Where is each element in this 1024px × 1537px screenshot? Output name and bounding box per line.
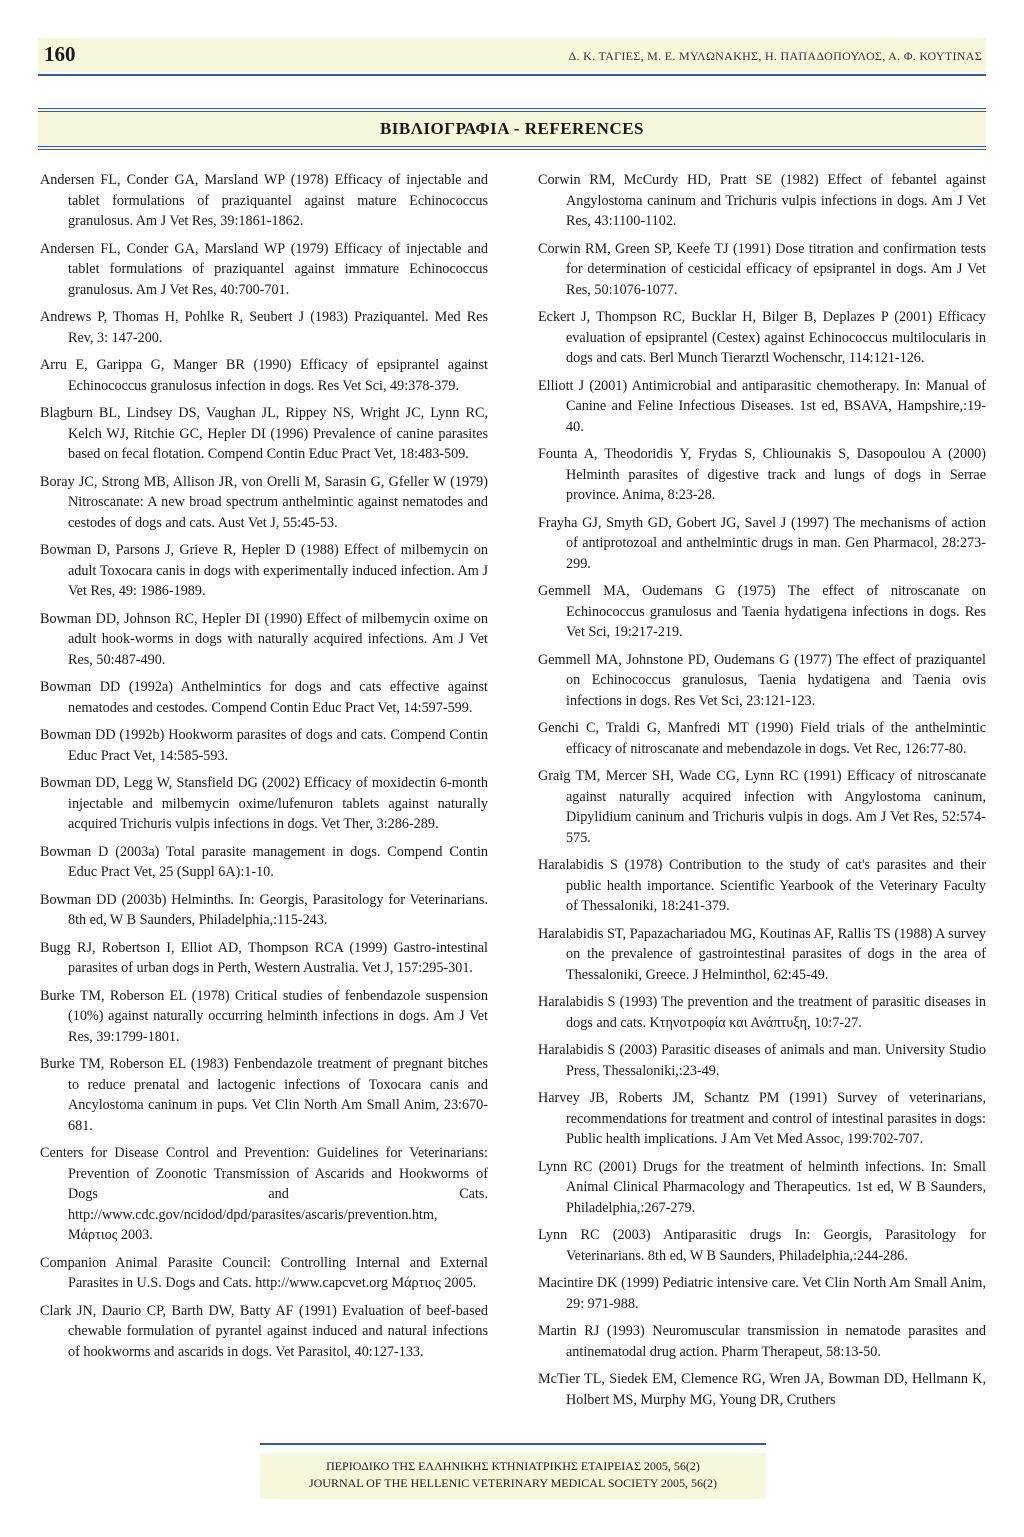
- reference-entry: Gemmell MA, Johnstone PD, Oudemans G (1977) The effect of praziquantel on Echinococcus granulosus, Taenia hydatigena and Taenia ovis infections in dogs. Res Vet Sci, 23:121-123.: [538, 651, 986, 709]
- reference-entry: Frayha GJ, Smyth GD, Gobert JG, Savel J (1997) The mechanisms of action of antiprotozoal and anthelmintic drugs in man. Gen Pharmacol, 28:273-299.: [538, 514, 986, 572]
- reference-entry: Corwin RM, McCurdy HD, Pratt SE (1982) Effect of febantel against Angylostoma caninum and Trichuris vulpis infections in dogs. Am J Vet Res, 43:1100-1102.: [538, 172, 986, 229]
- running-head-authors: Δ. Κ. ΤΑΓΙΕΣ, Μ. Ε. ΜΥΛΩΝΑΚΗΣ, Η. ΠΑΠΑΔΟΠΟΥΛΟΣ, Α. Φ. ΚΟΥΤΙΝΑΣ: [568, 49, 982, 63]
- reference-entry: Bowman DD (1992b) Hookworm parasites of dogs and cats. Compend Contin Educ Pract Vet, 14:585-593.: [40, 727, 488, 764]
- reference-entry: Andersen FL, Conder GA, Marsland WP (1979) Efficacy of injectable and tablet formulations of praziquantel against immature Echinococcus granulosus. Am J Vet Res, 40:700-701.: [40, 240, 488, 298]
- reference-entry: Martin RJ (1993) Neuromuscular transmission in nematode parasites and antinematodal drug action. Pharm Therapeut, 58:13-50.: [538, 1323, 986, 1360]
- footer-journal-greek: ΠΕΡΙΟΔΙΚΟ ΤΗΣ ΕΛΛΗΝΙΚΗΣ ΚΤΗΝΙΑΤΡΙΚΗΣ ΕΤΑΙΡΕΙΑΣ 2005, 56(2): [326, 1459, 700, 1473]
- reference-entry: Macintire DK (1999) Pediatric intensive care. Vet Clin North Am Small Anim, 29: 971-988.: [538, 1275, 986, 1312]
- reference-entry: Haralabidis S (1993) The prevention and the treatment of parasitic diseases in dogs and cats. Κτηνοτροφία και Ανάπτυξη, 10:7-27.: [538, 994, 986, 1031]
- reference-entry: Burke TM, Roberson EL (1978) Critical studies of fenbendazole suspension (10%) against naturally occurring helminth infections in dogs. Am J Vet Res, 39:1799-1801.: [40, 987, 488, 1045]
- reference-entry: Centers for Disease Control and Prevention: Guidelines for Veterinarians: Prevention of Zoonotic Transmission of Ascarids and Hookworms of Dogs and Cats. http://www.cdc.gov/ncidod/dpd/parasites/ascaris/prevention.htm, Μάρτιος 2003.: [40, 1145, 488, 1243]
- reference-entry: Boray JC, Strong MB, Allison JR, von Orelli M, Sarasin G, Gfeller W (1979) Nitroscanate: A new broad spectrum anthelmintic against nematodes and cestodes of dogs and cats. Aust Vet J, 55:45-53.: [40, 473, 488, 531]
- reference-entry: Gemmell MA, Oudemans G (1975) The effect of nitroscanate on Echinococcus granulosus and Taenia hydatigena infections in dogs. Res Vet Sci, 19:217-219.: [538, 583, 986, 640]
- references-right-column: [538, 170, 986, 1417]
- reference-entry: Bowman D (2003a) Total parasite management in dogs. Compend Contin Educ Pract Vet, 25 (Suppl 6A):1-10.: [40, 843, 488, 880]
- page-number: 160: [44, 42, 76, 66]
- reference-entry: Burke TM, Roberson EL (1983) Fenbendazole treatment of pregnant bitches to reduce prenatal and lactogenic infections of Toxocara canis and Ancylostoma caninum in pups. Vet Clin North Am Small Anim, 23:670-681.: [40, 1056, 488, 1134]
- reference-entry: Bugg RJ, Robertson I, Elliot AD, Thompson RCA (1999) Gastro-intestinal parasites of urban dogs in Perth, Western Australia. Vet J, 157:295-301.: [40, 939, 488, 976]
- reference-entry: Bowman D, Parsons J, Grieve R, Hepler D (1988) Effect of milbemycin on adult Toxocara canis in dogs with experimentally induced infection. Am J Vet Res, 49: 1986-1989.: [40, 542, 488, 599]
- reference-entry: Bowman DD (2003b) Helminths. In: Georgis, Parasitology for Veterinarians. 8th ed, W B Saunders, Philadelphia,:115-243.: [40, 891, 488, 928]
- reference-entry: Haralabidis S (2003) Parasitic diseases of animals and man. University Studio Press, Thessaloniki,:23-49.: [538, 1042, 986, 1079]
- reference-entry: McTier TL, Siedek EM, Clemence RG, Wren JA, Bowman DD, Hellmann K, Holbert MS, Murphy MG, Young DR, Cruthers: [538, 1371, 986, 1408]
- reference-entry: Eckert J, Thompson RC, Bucklar H, Bilger B, Deplazes P (2001) Efficacy evaluation of epsiprantel (Cestex) against Echinococcus multilocularis in dogs and cats. Berl Munch Tierarztl Wochenschr, 114:121-126.: [538, 309, 986, 366]
- reference-entry: Andrews P, Thomas H, Pohlke R, Seubert J (1983) Praziquantel. Med Res Rev, 3: 147-200.: [40, 309, 488, 346]
- reference-entry: Graig TM, Mercer SH, Wade CG, Lynn RC (1991) Efficacy of nitroscanate against naturally acquired infection with Angylostoma caninum, Dipylidium caninum and Trichuris vulpis in dogs. Am J Vet Res, 52:574-575.: [538, 768, 986, 846]
- reference-entry: Haralabidis S (1978) Contribution to the study of cat's parasites and their public health importance. Scientific Yearbook of the Veterinary Faculty of Thessaloniki, 18:241-379.: [538, 857, 986, 914]
- reference-entry: Lynn RC (2003) Antiparasitic drugs In: Georgis, Parasitology for Veterinarians. 8th ed, W B Saunders, Philadelphia,:244-286.: [538, 1227, 986, 1264]
- footer-journal-english: JOURNAL OF THE HELLENIC VETERINARY MEDICAL SOCIETY 2005, 56(2): [308, 1476, 718, 1490]
- reference-entry: Blagburn BL, Lindsey DS, Vaughan JL, Rippey NS, Wright JC, Lynn RC, Kelch WJ, Ritchie GC, Hepler DI (1996) Prevalence of canine parasites based on fecal flotation. Compend Contin Educ Pract Vet, 18:483-509.: [40, 405, 488, 462]
- page-header: [38, 38, 986, 72]
- reference-entry: Founta A, Theodoridis Y, Frydas S, Chliounakis S, Dasopoulou A (2000) Helminth parasites of digestive track and lungs of dogs in Serrae province. Anima, 8:23-28.: [538, 446, 986, 503]
- reference-entry: Lynn RC (2001) Drugs for the treatment of helminth infections. In: Small Animal Clinical Pharmacology and Therapeutics. 1st ed, W B Saunders, Philadelphia,:267-279.: [538, 1158, 986, 1216]
- journal-footer: [260, 1453, 766, 1499]
- reference-entry: Bowman DD, Legg W, Stansfield DG (2002) Efficacy of moxidectin 6-month injectable and milbemycin oxime/lufenuron tablets against naturally acquired Trichuris vulpis infections in dogs. Vet Ther, 3:286-289.: [40, 775, 488, 832]
- reference-entry: Companion Animal Parasite Council: Controlling Internal and External Parasites in U.S. Dogs and Cats. http://www.capcvet.org Μάρτιος 2005.: [40, 1254, 488, 1291]
- reference-entry: Genchi C, Traldi G, Manfredi MT (1990) Field trials of the anthelmintic efficacy of nitroscanate and mebendazole in dogs. Vet Rec, 126:77-80.: [538, 720, 986, 757]
- references-left-column: [40, 170, 488, 1369]
- reference-entry: Corwin RM, Green SP, Keefe TJ (1991) Dose titration and confirmation tests for determination of cesticidal efficacy of epsiprantel in dogs. Am J Vet Res, 50:1076-1077.: [538, 240, 986, 298]
- reference-entry: Elliott J (2001) Antimicrobial and antiparasitic chemotherapy. In: Manual of Canine and Feline Infectious Diseases. 1st ed, BSAVA, Hampshire,:19-40.: [538, 377, 986, 435]
- reference-entry: Arru E, Garippa G, Manger BR (1990) Efficacy of epsiprantel against Echinococcus granulosus infection in dogs. Res Vet Sci, 49:378-379.: [40, 357, 488, 394]
- section-title: ΒΙΒΛΙΟΓΡΑΦΙΑ - REFERENCES: [379, 119, 645, 138]
- section-title-band: [38, 108, 986, 150]
- reference-entry: Clark JN, Daurio CP, Barth DW, Batty AF (1991) Evaluation of beef-based chewable formulation of pyrantel against induced and natural infections of hookworms and ascarids in dogs. Vet Parasitol, 40:127-133.: [40, 1302, 488, 1360]
- header-divider: [38, 74, 986, 76]
- reference-entry: Andersen FL, Conder GA, Marsland WP (1978) Efficacy of injectable and tablet formulations of praziquantel against mature Echinococcus granulosus. Am J Vet Res, 39:1861-1862.: [40, 172, 488, 229]
- reference-entry: Haralabidis ST, Papazachariadou MG, Koutinas AF, Rallis TS (1988) A survey on the prevalence of gastrointestinal parasites of dogs in the area of Thessaloniki, Greece. J Helminthol, 62:45-49.: [538, 925, 986, 983]
- reference-entry: Bowman DD (1992a) Anthelmintics for dogs and cats effective against nematodes and cestodes. Compend Contin Educ Pract Vet, 14:597-599.: [40, 679, 488, 716]
- footer-divider: [260, 1443, 766, 1445]
- reference-entry: Harvey JB, Roberts JM, Schantz PM (1991) Survey of veterinarians, recommendations for treatment and control of intestinal parasites in dogs: Public health implications. J Am Vet Med Assoc, 199:702-707.: [538, 1090, 986, 1147]
- reference-entry: Bowman DD, Johnson RC, Hepler DI (1990) Effect of milbemycin oxime on adult hook-worms in dogs with naturally acquired infections. Am J Vet Res, 50:487-490.: [40, 610, 488, 668]
